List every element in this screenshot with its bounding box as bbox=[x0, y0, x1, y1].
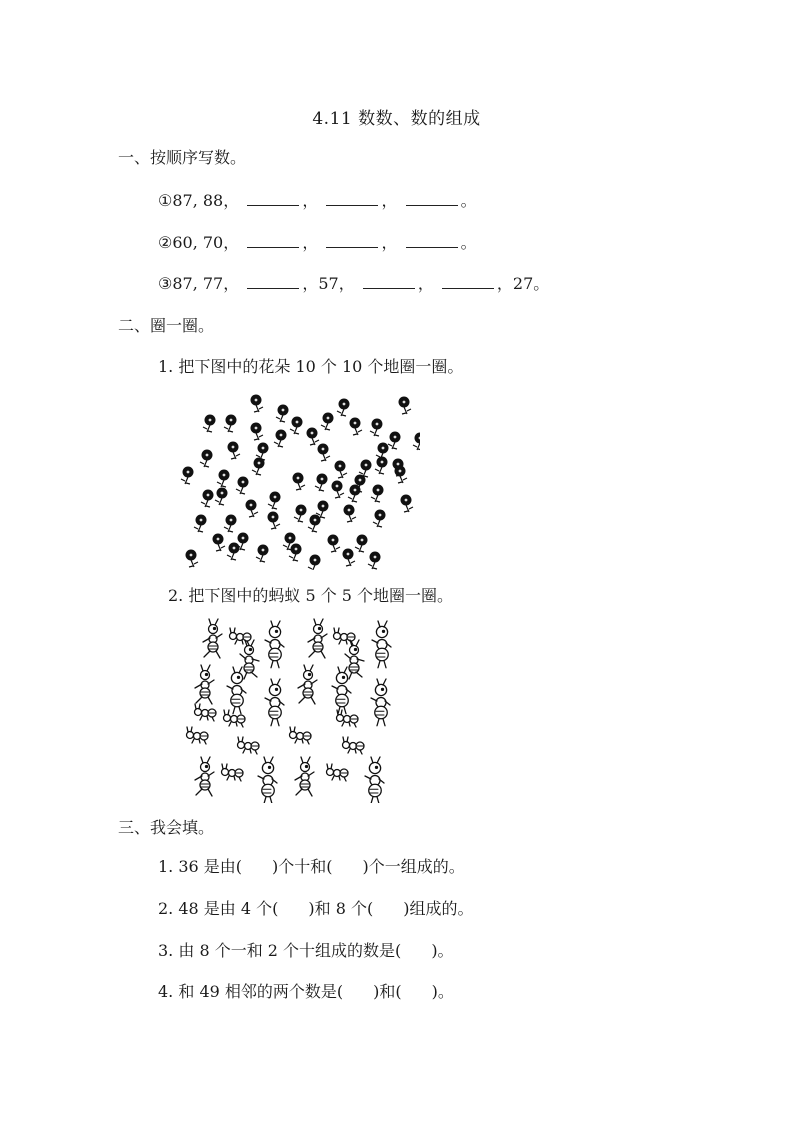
answer-blank[interactable] bbox=[406, 191, 458, 206]
section-3-heading: 三、我会填。 bbox=[118, 818, 215, 837]
flower-icon bbox=[268, 512, 281, 530]
flower-icon bbox=[413, 433, 420, 451]
fill-question-1 bbox=[158, 856, 465, 878]
ant-icon bbox=[230, 628, 252, 645]
flower-icon bbox=[315, 474, 328, 492]
ant-icon bbox=[290, 727, 312, 744]
flower-icon bbox=[370, 419, 383, 437]
ant-icon bbox=[371, 679, 390, 726]
flower-icon bbox=[343, 549, 356, 567]
fill-question-3 bbox=[158, 940, 454, 962]
flower-icon bbox=[251, 395, 264, 413]
ant-icon bbox=[372, 621, 391, 668]
flower-icon bbox=[308, 515, 321, 533]
flower-icon bbox=[201, 490, 214, 508]
flower-icon bbox=[252, 458, 265, 476]
ant-icon bbox=[222, 764, 244, 781]
question-text: 3. 由 8 个一和 2 个十组成的数是( bbox=[158, 941, 402, 960]
answer-blank[interactable] bbox=[247, 233, 299, 248]
flower-icon bbox=[308, 555, 321, 571]
flower-icon bbox=[268, 492, 281, 510]
flower-icon bbox=[274, 430, 287, 448]
ant-icon bbox=[365, 757, 384, 803]
ant-icon bbox=[238, 737, 260, 754]
answer-blank[interactable] bbox=[406, 233, 458, 248]
given-numbers: 60, 70， bbox=[172, 233, 240, 252]
ant-icon bbox=[195, 757, 214, 796]
flower-icon bbox=[350, 418, 363, 436]
flower-icon bbox=[375, 457, 388, 475]
question-text: )个十和( bbox=[272, 857, 333, 876]
flower-icon bbox=[246, 500, 259, 518]
given-numbers: 87, 88， bbox=[172, 191, 240, 210]
answer-blank[interactable] bbox=[247, 191, 299, 206]
flower-icon bbox=[344, 505, 357, 523]
flower-icon bbox=[328, 535, 341, 553]
flower-icon bbox=[373, 510, 386, 528]
ant-icon bbox=[345, 640, 364, 679]
ant-icon bbox=[337, 710, 359, 727]
separator: ，57， bbox=[302, 274, 355, 293]
flowers-image[interactable] bbox=[180, 388, 420, 570]
flower-icon bbox=[335, 461, 348, 479]
flower-icon bbox=[294, 505, 307, 523]
ant-icon bbox=[298, 665, 317, 704]
flower-icon bbox=[194, 515, 207, 533]
flower-icon bbox=[256, 545, 269, 563]
sequence-item-3 bbox=[158, 273, 549, 295]
given-numbers: 87, 77， bbox=[172, 274, 240, 293]
answer-blank[interactable] bbox=[326, 191, 378, 206]
flower-icon bbox=[224, 515, 237, 533]
section-1-heading: 一、按顺序写数。 bbox=[118, 148, 247, 167]
flower-icon bbox=[321, 413, 334, 431]
flower-icon bbox=[276, 405, 289, 423]
flower-icon bbox=[228, 442, 241, 460]
flower-icon bbox=[337, 399, 350, 417]
flower-icon bbox=[388, 432, 401, 450]
flower-icon bbox=[368, 552, 381, 570]
question-text: )个一组成的。 bbox=[362, 857, 465, 876]
separator: 。 bbox=[460, 233, 477, 252]
separator: 。 bbox=[460, 191, 477, 210]
flower-icon bbox=[399, 397, 412, 415]
ant-icon bbox=[195, 704, 217, 721]
question-text: )。 bbox=[431, 941, 454, 960]
flower-icon bbox=[290, 417, 303, 435]
separator: ， bbox=[381, 191, 398, 210]
answer-blank[interactable] bbox=[363, 274, 415, 289]
ant-icon bbox=[265, 621, 284, 668]
flower-icon bbox=[401, 495, 414, 513]
fill-question-4 bbox=[158, 981, 454, 1003]
answer-blank[interactable] bbox=[247, 274, 299, 289]
separator: ， bbox=[302, 233, 319, 252]
question-text: )组成的。 bbox=[403, 899, 474, 918]
flower-icon bbox=[355, 535, 368, 553]
ant-icon bbox=[334, 628, 356, 645]
separator: ， bbox=[417, 274, 434, 293]
ant-icon bbox=[308, 619, 327, 658]
item-marker: ③ bbox=[158, 274, 173, 293]
flower-icon bbox=[318, 444, 331, 462]
question-text: 1. 36 是由( bbox=[158, 857, 243, 876]
ant-icon bbox=[240, 640, 259, 679]
flower-icon bbox=[348, 485, 361, 503]
flower-icon bbox=[332, 481, 345, 499]
question-text: 4. 和 49 相邻的两个数是( bbox=[158, 982, 344, 1001]
flower-icon bbox=[307, 428, 320, 446]
ant-icon bbox=[224, 710, 246, 727]
flower-icon bbox=[200, 450, 213, 468]
ant-icon bbox=[227, 667, 246, 714]
flower-icon bbox=[251, 423, 264, 441]
flower-icon bbox=[293, 473, 306, 491]
separator: ， bbox=[381, 233, 398, 252]
fill-question-2 bbox=[158, 898, 474, 920]
question-text: )和 8 个( bbox=[308, 899, 374, 918]
item-marker: ① bbox=[158, 191, 173, 210]
ant-icon bbox=[332, 667, 351, 714]
sequence-item-2 bbox=[158, 232, 477, 254]
sequence-item-1 bbox=[158, 190, 477, 212]
flower-icon bbox=[181, 467, 194, 485]
flower-icon bbox=[289, 544, 302, 562]
ant-icon bbox=[327, 764, 349, 781]
ant-icon bbox=[258, 757, 277, 803]
ant-icon bbox=[343, 737, 365, 754]
ants-image[interactable] bbox=[183, 618, 398, 803]
flower-icon bbox=[217, 470, 230, 488]
flower-icon bbox=[203, 415, 216, 433]
ant-icon bbox=[195, 665, 214, 704]
flower-icon bbox=[236, 477, 249, 495]
flower-icon bbox=[213, 534, 226, 552]
flower-icon bbox=[224, 415, 237, 433]
answer-blank[interactable] bbox=[326, 233, 378, 248]
question-circle-ants: 2. 把下图中的蚂蚁 5 个 5 个地圈一圈。 bbox=[168, 586, 454, 605]
question-text: )。 bbox=[431, 982, 454, 1001]
ant-icon bbox=[187, 727, 209, 744]
flower-icon bbox=[359, 460, 372, 478]
flower-icon bbox=[215, 488, 228, 506]
question-circle-flowers: 1. 把下图中的花朵 10 个 10 个地圈一圈。 bbox=[158, 357, 464, 376]
page-title: 4.11 数数、数的组成 bbox=[312, 109, 481, 129]
ant-icon bbox=[265, 679, 284, 726]
item-marker: ② bbox=[158, 233, 173, 252]
ant-icon bbox=[203, 619, 222, 658]
question-text: 2. 48 是由 4 个( bbox=[158, 899, 279, 918]
question-text: )和( bbox=[373, 982, 402, 1001]
flower-icon bbox=[395, 466, 408, 484]
flower-icon bbox=[186, 550, 199, 568]
separator: ，27。 bbox=[496, 274, 550, 293]
flower-icon bbox=[256, 443, 269, 461]
section-2-heading: 二、圈一圈。 bbox=[118, 316, 215, 335]
answer-blank[interactable] bbox=[442, 274, 494, 289]
flower-icon bbox=[227, 543, 240, 561]
separator: ， bbox=[302, 191, 319, 210]
ant-icon bbox=[295, 757, 314, 796]
flower-icon bbox=[371, 485, 384, 503]
